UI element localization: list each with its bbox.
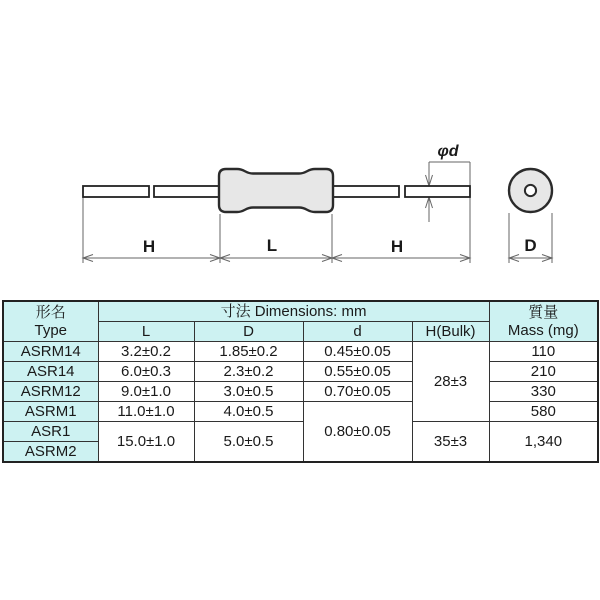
header-type-en: Type [34,321,68,339]
header-col-d-lead: d [303,322,412,342]
cell-mass: 210 [489,362,598,382]
dimensions-table [2,300,599,463]
cell-d-lead: 0.45±0.05 [303,342,412,362]
dim-label-phi-d: φd [437,143,459,160]
resistor-body [219,169,333,212]
header-col-h-bulk: H(Bulk) [412,322,489,342]
dim-label-h-left: H [142,237,156,256]
cell-type: ASRM14 [3,342,98,362]
header-col-l: L [98,322,194,342]
table-row [3,402,598,422]
header-dimensions: 寸法 Dimensions: mm [98,301,489,322]
cell-l: 9.0±1.0 [98,382,194,402]
header-type-ja: 形名 [35,303,66,321]
header-col-d: D [194,322,303,342]
left-lead-inner-segment [154,186,224,197]
cell-mass: 580 [489,402,598,422]
cell-l: 15.0±1.0 [98,422,194,463]
end-view-lead-circle [525,185,536,196]
cell-l: 6.0±0.3 [98,362,194,382]
dim-label-d-end: D [524,236,537,255]
table-row [3,342,598,362]
right-lead-outer-segment [405,186,470,197]
cell-type: ASR14 [3,362,98,382]
cell-d: 4.0±0.5 [194,402,303,422]
cell-d: 3.0±0.5 [194,382,303,402]
cell-l: 11.0±1.0 [98,402,194,422]
header-mass-ja: 質量 [528,303,559,321]
right-lead-inner-segment [328,186,399,197]
cell-d: 1.85±0.2 [194,342,303,362]
cell-d: 5.0±0.5 [194,422,303,463]
cell-type: ASR1 [3,422,98,442]
table-row [3,382,598,402]
resistor-dimension-drawing [0,0,600,296]
cell-mass: 1,340 [489,422,598,463]
cell-h-bulk: 35±3 [412,422,489,463]
cell-mass: 110 [489,342,598,362]
cell-d-lead: 0.70±0.05 [303,382,412,402]
cell-d-lead: 0.55±0.05 [303,362,412,382]
table-row [3,422,598,442]
header-type [3,301,98,342]
cell-h-bulk: 28±3 [412,342,489,422]
left-lead-outer-segment [83,186,149,197]
cell-type: ASRM2 [3,442,98,463]
table-header-row-1 [3,301,598,322]
cell-mass: 330 [489,382,598,402]
cell-d-lead: 0.80±0.05 [303,402,412,463]
dim-label-h-right: H [390,237,404,256]
header-mass [489,301,598,342]
cell-l: 3.2±0.2 [98,342,194,362]
cell-type: ASRM12 [3,382,98,402]
header-mass-en: Mass (mg) [507,321,579,339]
dim-label-l: L [266,236,278,255]
table-row [3,362,598,382]
end-view [509,169,552,212]
cell-type: ASRM1 [3,402,98,422]
cell-d: 2.3±0.2 [194,362,303,382]
